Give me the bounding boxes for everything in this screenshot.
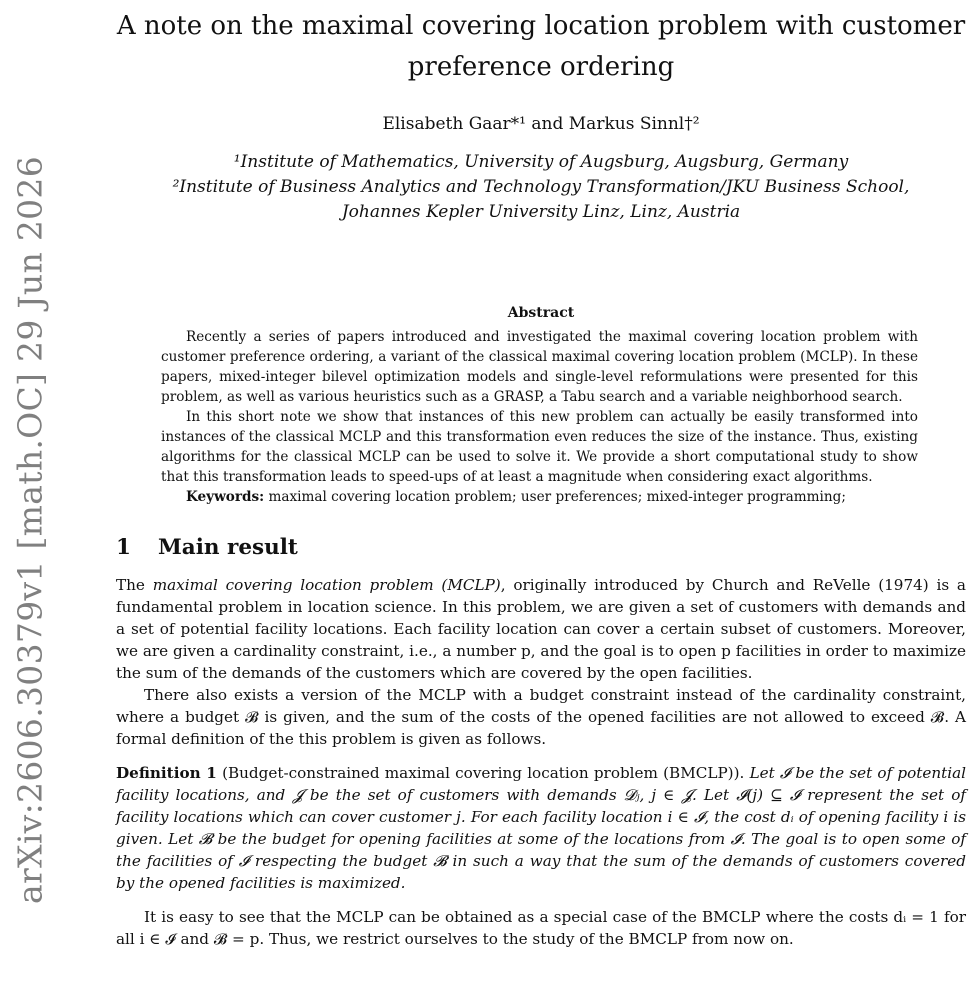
section-title: Main result <box>158 535 298 560</box>
title-line-1: A note on the maximal covering location problem with customer <box>116 11 966 41</box>
abstract-heading: Abstract <box>507 305 575 321</box>
p1-text: , originally introduced by Church and ReVelle (1974) is a fundamental problem in location science. In this problem, we are given a set of customers with demands and a set of potential facility locations. Each facility location can cover a certain subset of customers. Moreover, we are given a cardinality constraint, i.e., a number p, and the goal is to open p facilities in order to maximize the sum of the demands of the customers which are covered by the open facilities. <box>116 576 966 682</box>
affiliation-2-cont: Johannes Kepler University Linz, Linz, Austria <box>341 202 741 222</box>
affiliations <box>116 150 966 225</box>
body-paragraph-2: There also exists a version of the MCLP with a budget constraint instead of the cardinality constraint, where a budget 𝓑 is given, and the sum of the costs of the opened facilities are not allowed to exceed 𝓑. A formal definition of the this problem is given as follows. <box>116 686 966 748</box>
affiliation-1: ¹Institute of Mathematics, University of Augsburg, Augsburg, Germany <box>233 152 849 172</box>
affiliation-2: ²Institute of Business Analytics and Technology Transformation/JKU Business School, <box>172 177 910 197</box>
keywords-text: maximal covering location problem; user preferences; mixed-integer programming; <box>268 489 846 505</box>
paper-page <box>116 0 966 950</box>
definition-label: Definition 1 <box>116 764 217 782</box>
keywords-label: Keywords: <box>186 489 265 505</box>
p1-emphasis: maximal covering location problem (MCLP) <box>152 576 501 594</box>
title-line-2: preference ordering <box>407 52 675 82</box>
section-number: 1 <box>116 535 131 560</box>
definition-1 <box>116 762 966 894</box>
paper-title <box>116 6 966 88</box>
keywords <box>161 487 918 507</box>
author-list: Elisabeth Gaar*¹ and Markus Sinnl†² <box>382 114 700 134</box>
body-paragraph-3: It is easy to see that the MCLP can be obtained as a special case of the BMCLP where the costs dᵢ = 1 for all i ∈ 𝓘 and 𝓑 = p. Thus, we restrict ourselves to the study of the BMCLP from now on. <box>116 908 966 948</box>
abstract-paragraph-2: In this short note we show that instances of this new problem can actually be easily transformed into instances of the classical MCLP and this transformation even reduces the size of the instance. Thus, existing algorithms for the classical MCLP can be used to solve it. We provide a short computational study to show that this transformation leads to speed-ups of at least a magnitude when considering exact algorithms. <box>161 409 918 485</box>
arxiv-sidebar <box>0 155 60 905</box>
section-body <box>116 574 966 750</box>
definition-text: Let 𝓘 be the set of potential facility locations, and 𝓙 be the set of customers with demands 𝓓ⱼ, j ∈ 𝓙. Let 𝓘(j) ⊆ 𝓘 represent the set of facility locations which can cover customer j. For each facility location i ∈ 𝓘, the cost dᵢ of opening facility i is given. Let 𝓑 be the budget for opening facilities at some of the locations from 𝓘. The goal is to open some of the facilities of 𝓘 respecting the budget 𝓑 in such a way that the sum of the demands of customers covered by the opened facilities is maximized. <box>116 764 967 892</box>
section-heading <box>116 535 966 560</box>
definition-name: (Budget-constrained maximal covering location problem (BMCLP)). <box>216 764 745 782</box>
abstract-paragraph-1: Recently a series of papers introduced and investigated the maximal covering location problem with customer preference ordering, a variant of the classical maximal covering location problem (MCLP). In these papers, mixed-integer bilevel optimization models and single-level reformulations were presented for this problem, as well as various heuristics such as a GRASP, a Tabu search and a variable neighborhood search. <box>161 329 918 405</box>
body-paragraph-1 <box>116 574 966 684</box>
arxiv-identifier: arXiv:2606.30379v1 [math.OC] 29 Jun 2026 <box>10 155 50 905</box>
p1-prefix: The <box>116 576 153 594</box>
abstract-body <box>161 327 918 507</box>
